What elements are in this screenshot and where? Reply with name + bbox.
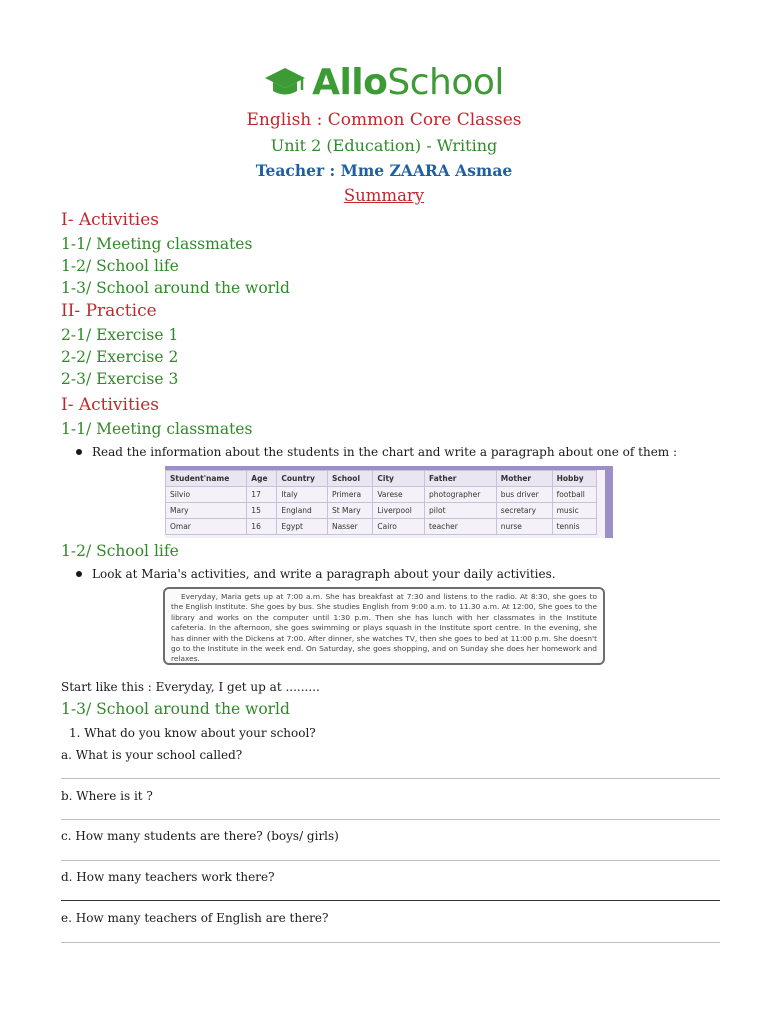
table-cell: photographer: [425, 487, 497, 503]
table-cell: 17: [247, 487, 277, 503]
answer-line: [61, 942, 720, 943]
table-row: [166, 503, 597, 519]
header-cell: Hobby: [552, 471, 596, 487]
question-a: a. What is your school called?: [61, 748, 243, 762]
school-life-title: 1-2/ School life: [61, 542, 179, 560]
answer-line: [61, 860, 720, 861]
table-cell: Nasser: [327, 519, 372, 535]
summary-item: 2-1/ Exercise 1: [61, 326, 179, 344]
section-activities: I- Activities: [61, 395, 160, 415]
header-cell: School: [327, 471, 372, 487]
summary-title: Summary: [343, 186, 425, 205]
alloschool-logo: [0, 62, 768, 103]
table-cell: 16: [247, 519, 277, 535]
table-cell: Varese: [373, 487, 425, 503]
summary-item: 1-1/ Meeting classmates: [61, 235, 253, 253]
table-cell: nurse: [496, 519, 552, 535]
header-cell: Mother: [496, 471, 552, 487]
maria-passage: Everyday, Maria gets up at 7:00 a.m. She has breakfast at 7:30 and listens to the radio. At 8:30, she goes to the English Institute. She goes by bus. She studies English from 9:00 a.m. to 11.30 a.m. At 12:00, She goes to the library and works on the computer until 1:30 p.m. Then she has lunch with her classmates in the Institute cafeteria. In the afternoon, she goes swimming or plays squash in the Institute sport centre. In the evening, she has dinner with the Dickens at 7:00. After dinner, she watches TV, then she goes to bed at 11:00 p.m. She doesn't go to the Institute in the week end. On Saturday, she goes shopping, and on Sunday she does her homework and relaxes.: [163, 587, 605, 665]
students-table: [165, 470, 597, 535]
table-cell: tennis: [552, 519, 596, 535]
question-e: e. How many teachers of English are there?: [61, 911, 329, 925]
summary-section-activities: I- Activities: [61, 210, 160, 230]
school-life-instruction: Look at Maria's activities, and write a paragraph about your daily activities.: [76, 567, 556, 581]
header-cell: City: [373, 471, 425, 487]
table-cell: 15: [247, 503, 277, 519]
bullet-icon: [76, 571, 82, 577]
bullet-icon: [76, 449, 82, 455]
table-row: [166, 519, 597, 535]
meeting-instruction: Read the information about the students in the chart and write a paragraph about one of them :: [76, 445, 677, 459]
header-cell: Father: [425, 471, 497, 487]
table-row: [166, 487, 597, 503]
table-cell: Cairo: [373, 519, 425, 535]
unit-title: Unit 2 (Education) - Writing: [270, 136, 498, 155]
graduation-cap-icon: [264, 66, 306, 100]
summary-item: 1-2/ School life: [61, 257, 179, 275]
answer-line: [61, 900, 720, 901]
question-d: d. How many teachers work there?: [61, 870, 275, 884]
header-cell: Age: [247, 471, 277, 487]
table-cell: Egypt: [277, 519, 328, 535]
header-cell: Country: [277, 471, 328, 487]
table-cell: England: [277, 503, 328, 519]
course-title: English : Common Core Classes: [246, 110, 522, 130]
table-cell: bus driver: [496, 487, 552, 503]
teacher-name: Teacher : Mme ZAARA Asmae: [255, 161, 513, 180]
table-header-row: [166, 471, 597, 487]
table-cell: Primera: [327, 487, 372, 503]
summary-item: 2-3/ Exercise 3: [61, 370, 179, 388]
answer-line: [61, 778, 720, 779]
summary-item: 2-2/ Exercise 2: [61, 348, 179, 366]
question-c: c. How many students are there? (boys/ girls): [61, 829, 339, 843]
table-cell: music: [552, 503, 596, 519]
summary-item: 1-3/ School around the world: [61, 279, 290, 297]
header-cell: Student'name: [166, 471, 247, 487]
question-1: 1. What do you know about your school?: [69, 726, 316, 740]
summary-section-practice: II- Practice: [61, 301, 157, 321]
start-like-prompt: Start like this : Everyday, I get up at .........: [61, 680, 320, 694]
logo-text: AlloSchool: [312, 62, 504, 103]
table-cell: teacher: [425, 519, 497, 535]
table-cell: pilot: [425, 503, 497, 519]
table-cell: Silvio: [166, 487, 247, 503]
school-around-world-title: 1-3/ School around the world: [61, 700, 290, 718]
table-cell: Italy: [277, 487, 328, 503]
table-cell: Mary: [166, 503, 247, 519]
meeting-classmates-title: 1-1/ Meeting classmates: [61, 420, 253, 438]
answer-line: [61, 819, 720, 820]
students-chart: [165, 466, 613, 538]
table-cell: St Mary: [327, 503, 372, 519]
table-cell: Omar: [166, 519, 247, 535]
table-cell: Liverpool: [373, 503, 425, 519]
table-cell: secretary: [496, 503, 552, 519]
question-b: b. Where is it ?: [61, 789, 153, 803]
table-cell: football: [552, 487, 596, 503]
